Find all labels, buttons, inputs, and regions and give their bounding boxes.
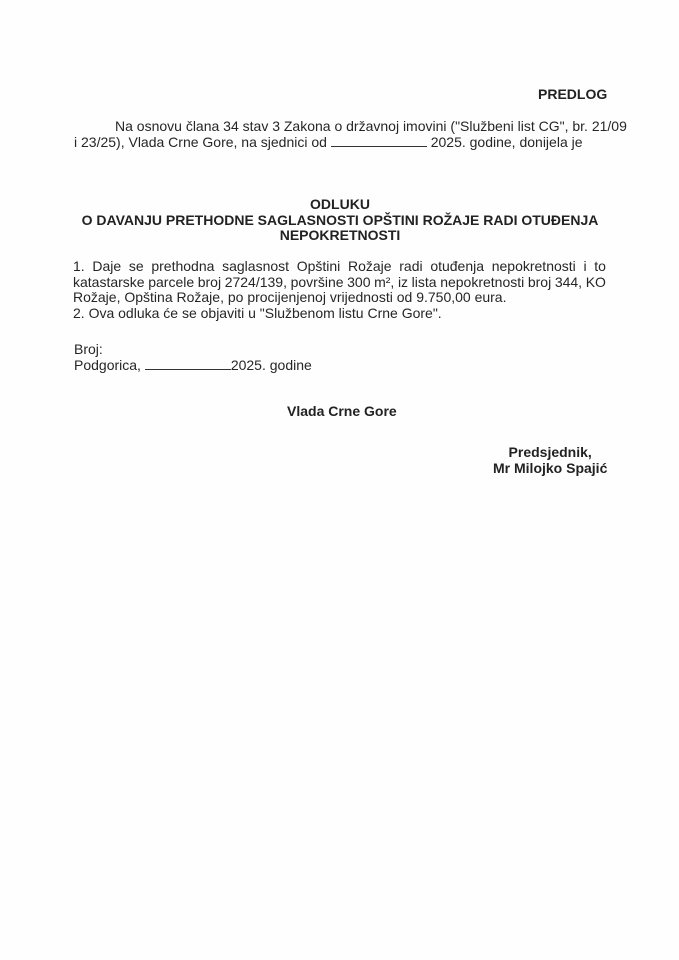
word: 1. bbox=[73, 258, 85, 274]
decision-title bbox=[74, 197, 606, 244]
preamble-line-2-start: i 23/25), Vlada Crne Gore, na sjednici od bbox=[74, 134, 327, 150]
word: se bbox=[128, 258, 144, 274]
article-1-line-2 bbox=[73, 275, 606, 291]
articles-section bbox=[73, 259, 606, 321]
signature-block bbox=[493, 444, 607, 476]
word: nepokretnosti bbox=[491, 258, 576, 274]
word: broj bbox=[527, 273, 552, 290]
article-1-line-3: Rožaje, Opština Rožaje, po procijenjenoj vrijednosti od 9.750,00 eura. bbox=[73, 289, 507, 305]
word: nepokretnosti bbox=[440, 273, 525, 290]
place-date-year: 2025. godine bbox=[230, 357, 312, 373]
word: otuđenja bbox=[430, 258, 485, 274]
word: Daje bbox=[92, 258, 122, 274]
word: to bbox=[594, 258, 606, 274]
word: saglasnost bbox=[222, 258, 290, 274]
article-2: 2. Ova odluka će se objaviti u "Službenom listu Crne Gore". bbox=[73, 304, 442, 321]
signatory-title: Predsjednik, bbox=[508, 444, 592, 460]
title-line-2: O DAVANJU PRETHODNE SAGLASNOSTI OPŠTINI ROŽAJE RADI OTUĐENJA bbox=[81, 211, 599, 228]
broj-label: Broj: bbox=[74, 341, 103, 357]
word: parcele bbox=[148, 273, 195, 290]
word: iz bbox=[397, 273, 409, 290]
preamble-line-1: Na osnovu člana 34 stav 3 Zakona o državnoj imovini ("Službeni list CG", br. 21/09 bbox=[115, 118, 627, 134]
word: 2724/139, bbox=[224, 273, 287, 290]
date-blank-line bbox=[331, 134, 427, 147]
word: lista bbox=[411, 273, 437, 290]
word: 344, bbox=[554, 273, 583, 290]
title-line-1: ODLUKU bbox=[310, 196, 370, 212]
preamble-line-2 bbox=[74, 134, 606, 150]
word: i bbox=[583, 258, 587, 274]
word: broj bbox=[197, 273, 222, 290]
word: katastarske bbox=[73, 273, 145, 290]
document-label-predlog: PREDLOG bbox=[538, 86, 608, 102]
signatory-name: Mr Milojko Spajić bbox=[493, 460, 608, 476]
date-blank-line bbox=[145, 357, 231, 370]
word: prethodna bbox=[151, 258, 215, 274]
word: radi bbox=[399, 258, 423, 274]
preamble-line-2-end: 2025. godine, donijela je bbox=[430, 134, 583, 150]
word: KO bbox=[585, 273, 606, 290]
place-date-line bbox=[74, 357, 312, 373]
word: m², bbox=[374, 273, 395, 290]
preamble-paragraph bbox=[74, 118, 627, 150]
issuer-name: Vlada Crne Gore bbox=[287, 403, 397, 419]
word: Opštini bbox=[296, 258, 341, 274]
place-name: Podgorica, bbox=[74, 357, 141, 373]
word: 300 bbox=[347, 273, 371, 290]
word: Rožaje bbox=[347, 258, 392, 274]
title-line-3: NEPOKRETNOSTI bbox=[279, 227, 401, 243]
word: površine bbox=[290, 273, 344, 290]
article-1-line-1 bbox=[73, 259, 606, 275]
document-number-and-place bbox=[74, 341, 312, 373]
